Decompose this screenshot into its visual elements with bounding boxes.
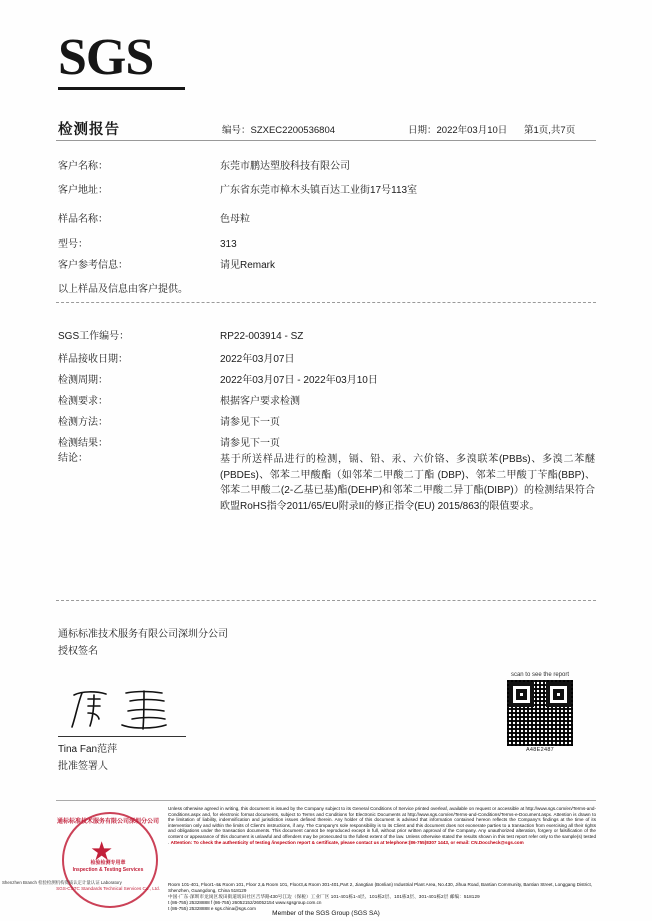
requirement-label: 检测要求： (58, 396, 108, 407)
report-date: 日期：2022年03月10日 (408, 125, 508, 136)
received-date-value: 2022年03月07日 (220, 354, 295, 365)
conclusion-label: 结论： (58, 453, 88, 464)
stamp-arc-text: 通标标准技术服务有限公司深圳分公司 (56, 819, 159, 825)
qr-block (502, 672, 578, 753)
conclusion-value: 基于所送样品进行的检测，镉、铅、汞、六价铬、多溴联苯(PBBs)、多溴二苯醚(PBDEs)、邻苯二甲酸酯（如邻苯二甲酸二丁酯 (DBP)、邻苯二甲酸丁苄酯(BBP)、邻苯二甲酸二(2-乙基已基)酯(DEHP)和邻苯二甲酸二异丁酯(DIBP)）的检测结果符合欧盟RoHS指令2011/65/EU附录II的修正指令(EU) 2015/863的限值要求。 (220, 454, 595, 512)
footer-attention-text: Attention: To check the authenticity of testing /inspection report & certificate, please contact us at telephone:(86-755)8307 1443, or email: CN.Doccheck@sgs.com (170, 839, 524, 845)
footer-contact-en: t (86-755) 25328888 f (86-755) 26052152/26052154 www.sgsgroup.com.cn (168, 900, 322, 905)
requirement-value: 根据客户要求检测 (220, 396, 300, 407)
authorized-signature-label: 授权签名 (58, 646, 98, 657)
qr-code-id: A48E2487 (525, 747, 555, 753)
job-no-label: SGS工作编号： (58, 331, 130, 342)
stamp-mid-cn: 检验检测专用章 (90, 860, 126, 866)
sample-name-value: 色母粒 (220, 214, 250, 225)
customer-name-label: 客户名称： (58, 161, 108, 172)
sample-name-label: 样品名称： (58, 214, 108, 225)
customer-address-label: 客户地址： (58, 185, 108, 196)
model-label: 型号： (58, 239, 88, 250)
report-number: 编号：SZXEC2200536804 (222, 125, 336, 136)
section-divider-1 (56, 302, 596, 303)
job-no-value: RP22-003914 - SZ (220, 331, 304, 342)
signing-company-name: 通标标准技术服务有限公司深圳分公司 (58, 629, 228, 640)
model-value: 313 (220, 239, 237, 250)
stamp-mid-en: Inspection & Testing Services (72, 867, 144, 873)
footer-contact-cn: t (86-755) 25328888 e sgs.china@sgs.com (168, 906, 256, 911)
official-stamp (56, 808, 160, 912)
footer-terms (168, 806, 596, 845)
signer-role: 批准签署人 (58, 761, 108, 772)
signer-name: Tina Fan范萍 (58, 744, 118, 755)
qr-caption: scan to see the report (510, 672, 570, 678)
signer-block (58, 741, 117, 775)
footer-address-en: Room 101-401, Floor1-4& Room 101, Floor 2,& Room 101, Floor3,& Room 301-401,Part 2, Jiangtian (Bonlian) Industrial Plant Area, No.430, Jihua Road, Bantian Community, Bantian Street, Longgang District, Shenzhen, Guangdong, China 518129 (168, 882, 593, 893)
signing-company (58, 626, 228, 660)
handwritten-signature (66, 685, 176, 733)
qr-code-image[interactable] (507, 680, 573, 746)
footer-terms-text: Unless otherwise agreed in writing, this document is issued by the Company subject to its General Conditions of Service printed overleaf, available on request or accessible at http://www.sgs.com/en/Terms-and-Conditions.aspx and, for electronic format documents, subject to Terms and Conditions for Electronic Documents at http://www.sgs.com/en/Terms-and-Conditions/Terms-e-Document.aspx. Attention is drawn to the limitation of liability, indemnification and jurisdiction issues defined therein. Any holder of this document is advised that information contained hereon reflects the Company's findings at the time of its intervention only and within the limits of Client's instructions, if any. The Company's sole responsibility is to its Client and this document does not exonerate parties to a transaction from exercising all their rights and obligations under the transaction documents. This document cannot be reproduced except in full, without prior written approval of the Company. Any unauthorized alteration, forgery or falsification of the content or appearance of this document is unlawful and offenders may be prosecuted to the fullest extent of the law. Unless otherwise stated the results shown in this test report refer only to the sample(s) tested . (168, 806, 596, 845)
footer-divider (56, 800, 596, 801)
test-period-value: 2022年03月07日 - 2022年03月10日 (220, 375, 378, 386)
sample-source-note: 以上样品及信息由客户提供。 (58, 284, 188, 295)
stamp-side-text: Shenzhen Branch 检验检测机构资质认定计量认证 Laboratory (2, 880, 122, 885)
stamp-mid-text (56, 860, 160, 874)
reference-value: 请见Remark (220, 260, 276, 271)
sgs-logo-text: SGS (58, 29, 154, 86)
footer-member: Member of the SGS Group (SGS SA) (272, 910, 380, 917)
signature-line (58, 736, 186, 737)
customer-name-value: 东莞市鹏达塑胶科技有限公司 (220, 161, 350, 172)
method-label: 检测方法： (58, 417, 108, 428)
received-date-label: 样品接收日期： (58, 354, 128, 365)
footer-address-cn: 中国·广东·深圳市龙岗区坂田街道坂田社区吉华路430号江边（保税）工业厂区 101-401栋1-4层、101栋2层、101栋3层、301-401栋2层 邮编：518129 (168, 894, 480, 899)
test-period-label: 检测周期： (58, 375, 108, 386)
stamp-bottom-text: SGS-CSTC Standards Technical Services Co., Ltd. (56, 886, 160, 891)
method-value: 请参见下一页 (220, 417, 280, 428)
footer-address (168, 882, 596, 912)
page-title: 检测报告 (58, 122, 120, 138)
sgs-logo-underline (58, 87, 185, 90)
section-divider-2 (56, 600, 596, 601)
sgs-logo (58, 30, 358, 100)
result-label: 检测结果： (58, 438, 108, 449)
result-value: 请参见下一页 (220, 438, 280, 449)
page-indicator: 第1页,共7页 (524, 125, 576, 136)
header-divider (56, 140, 596, 141)
reference-label: 客户参考信息： (58, 260, 128, 271)
customer-address-value: 广东省东莞市樟木头镇百达工业街17号113室 (220, 185, 418, 196)
